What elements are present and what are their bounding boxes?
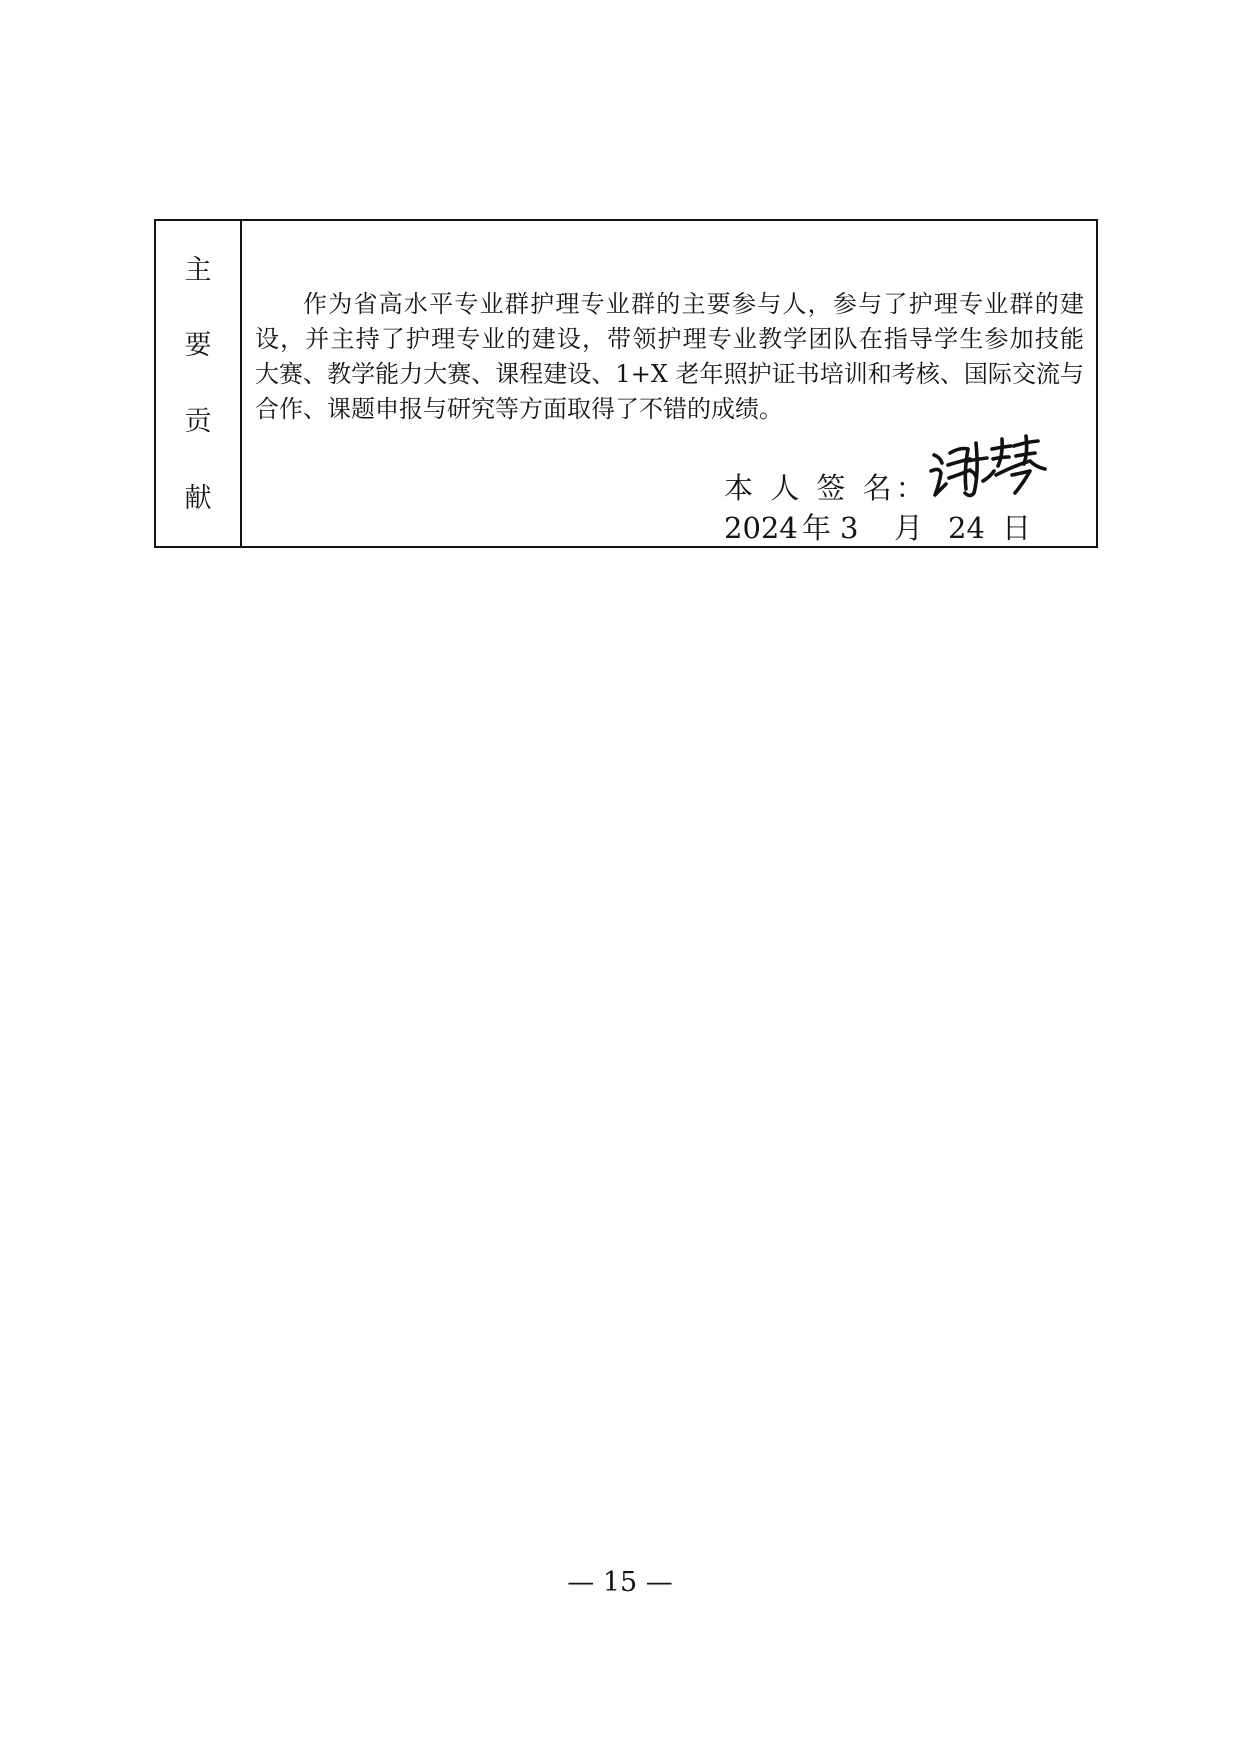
date-year-unit: 年 <box>802 511 832 545</box>
signature-date <box>724 511 1044 545</box>
row-label-char: 献 <box>184 483 212 514</box>
date-day: 24 <box>948 511 985 545</box>
handwritten-signature <box>926 433 1050 499</box>
date-month-unit: 月 <box>894 511 924 545</box>
date-month: 3 <box>840 511 859 545</box>
paragraph-line: 合作、课题申报与研究等方面取得了不错的成绩。 <box>255 395 783 423</box>
contribution-table <box>154 219 1098 548</box>
signature-label: 本 人 签 名： <box>724 471 929 505</box>
row-label-cell <box>156 221 242 546</box>
row-label-char: 主 <box>184 255 212 286</box>
row-label-char: 要 <box>184 330 212 361</box>
row-label-char: 贡 <box>184 406 212 437</box>
date-year: 2024 <box>724 511 798 545</box>
contribution-paragraph <box>255 287 1084 427</box>
page-number: — 15 — <box>567 1567 673 1598</box>
paragraph-line: 大赛、教学能力大赛、课程建设、1+X 老年照护证书培训和考核、国际交流与 <box>255 360 1084 388</box>
date-day-unit: 日 <box>1002 511 1032 545</box>
paragraph-line: 设，并主持了护理专业的建设，带领护理专业教学团队在指导学生参加技能 <box>255 325 1084 353</box>
paragraph-line: 作为省高水平专业群护理专业群的主要参与人，参与了护理专业群的建 <box>303 290 1084 318</box>
